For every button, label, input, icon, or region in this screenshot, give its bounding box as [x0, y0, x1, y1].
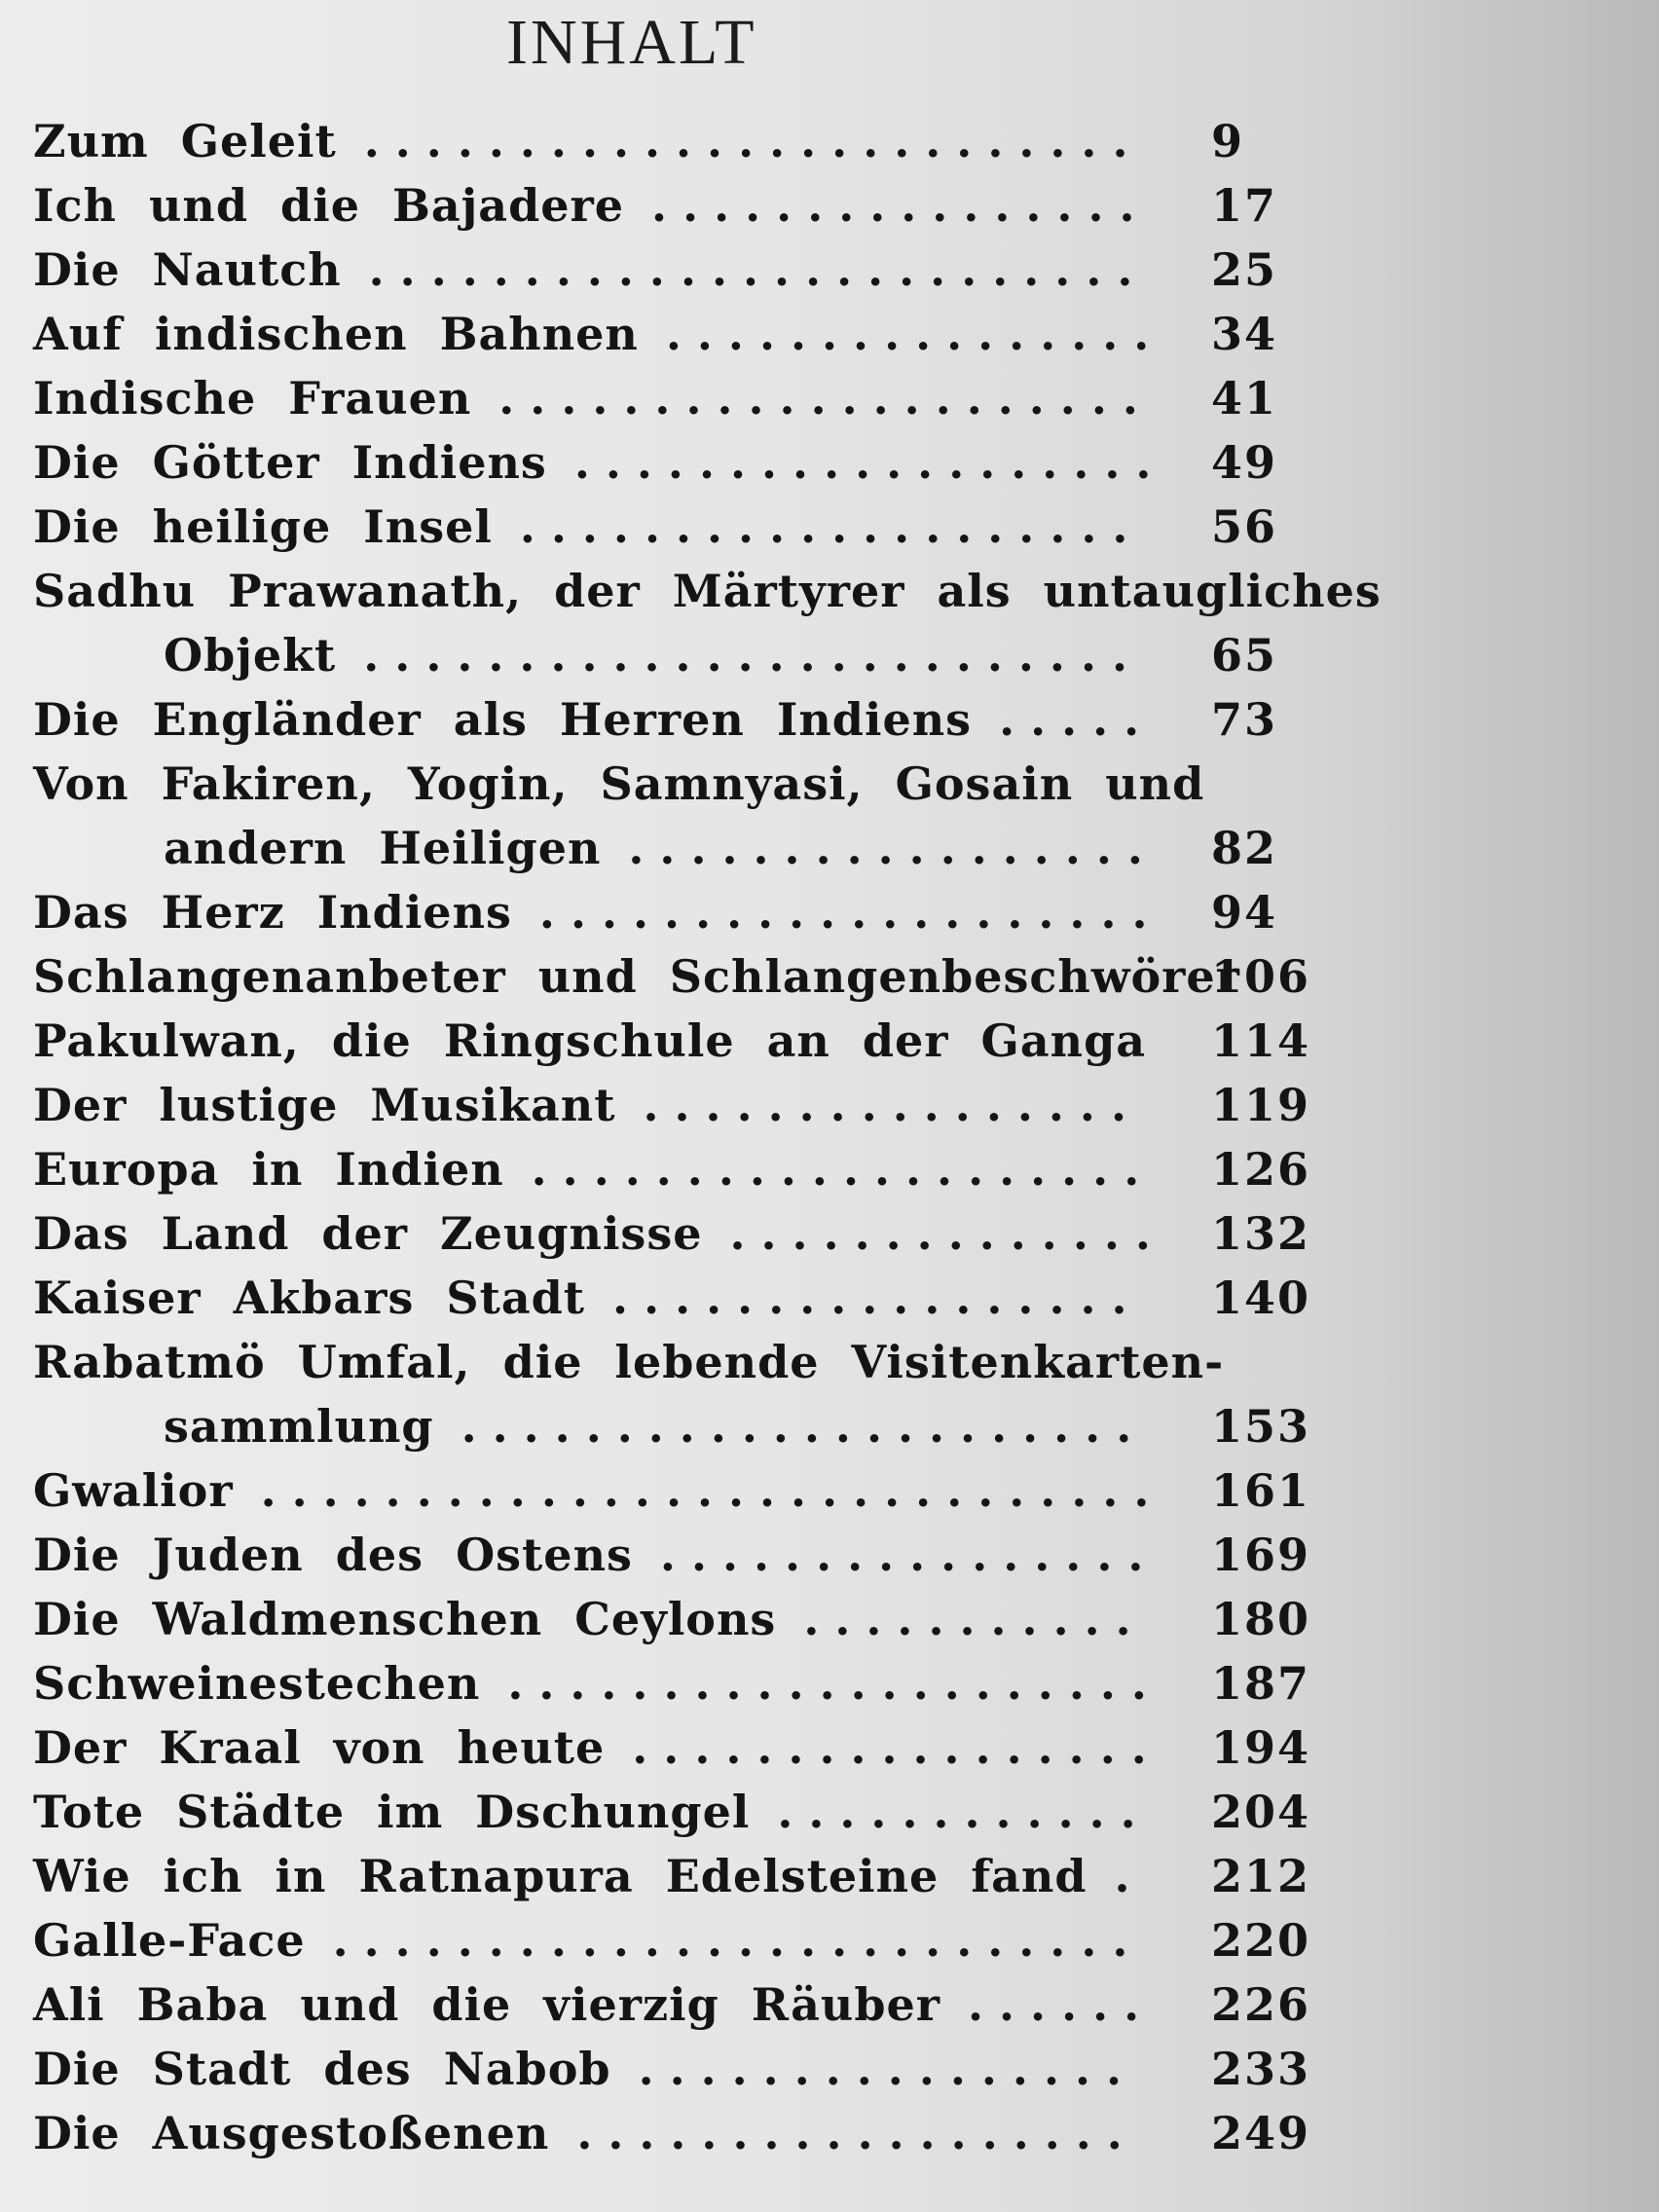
leader-dots: . . . . . . . . . . . . . . . . . . . . . . . . .: [363, 115, 1128, 167]
toc-entry: [33, 302, 1309, 366]
toc-entry: [33, 1908, 1309, 1972]
toc-page-number: 114: [1211, 1014, 1311, 1067]
toc-page-number: 161: [1211, 1464, 1311, 1517]
toc-entry: [33, 495, 1309, 559]
toc-page-number: 126: [1211, 1143, 1311, 1196]
leader-dots: . . . . . . . . . . . . . . . . . . . .: [519, 500, 1128, 553]
toc-page-number: 49: [1211, 436, 1278, 489]
leader-dots: . . . . . . . . . . . . . . . . . . . . . . . . . . . . .: [260, 1464, 1150, 1517]
toc-entry: [33, 2101, 1309, 2165]
leader-dots: . . . . . . . . . . . . . . . . .: [632, 1721, 1147, 1774]
toc-page-number: 132: [1211, 1207, 1311, 1260]
leader-dots: . . . . . . . . . . . . . . . . . . . . . . . . .: [368, 243, 1133, 296]
toc-entry-title-continued: andern Heiligen: [164, 822, 602, 874]
toc-entry-title: Die Nautch: [33, 243, 342, 296]
leader-dots: . . . . . . . . . . . . . . . . . . . . .: [498, 372, 1138, 424]
leader-dots: . . . . . . . . . . . .: [777, 1786, 1136, 1838]
toc-entry: [33, 752, 1309, 880]
toc-entry-title: Das Land der Zeugnisse: [33, 1207, 703, 1260]
leader-dots: . . . . . . . . . . . . . . . .: [665, 308, 1150, 360]
toc-entry-title: Schlangenanbeter und Schlangenbeschwörer: [33, 950, 1240, 1003]
toc-entry-title: Das Herz Indiens: [33, 886, 512, 939]
table-of-contents: [33, 109, 1382, 2165]
leader-dots: . . . . . . . . . . . . . . . .: [638, 2043, 1123, 2095]
toc-entry: [33, 109, 1309, 173]
toc-entry-title: Rabatmö Umfal, die lebende Visitenkarten-: [33, 1336, 1225, 1388]
toc-page-number: 153: [1211, 1400, 1311, 1453]
toc-page-number: 94: [1211, 886, 1278, 939]
toc-entry-title: Galle-Face: [33, 1914, 306, 1967]
toc-page-number: 34: [1211, 308, 1278, 360]
leader-dots: . . . . . . . . . . . . . . . . . .: [576, 2107, 1123, 2159]
leader-dots: . . . . . . . . . . . . . . . .: [651, 179, 1135, 232]
toc-page-number: 82: [1211, 822, 1278, 874]
toc-entry: [33, 1651, 1309, 1715]
leader-dots: . . . . . . . . . . . . . .: [729, 1207, 1151, 1260]
leader-dots: . . . . . . . . . . .: [803, 1593, 1131, 1645]
toc-entry: [33, 238, 1309, 302]
toc-entry-title: Die Stadt des Nabob: [33, 2043, 611, 2095]
toc-entry: [33, 1201, 1309, 1266]
toc-entry-title: Der lustige Musikant: [33, 1079, 616, 1131]
toc-entry: [33, 1715, 1309, 1780]
toc-entry-title: Ich und die Bajadere: [33, 179, 625, 232]
toc-page-number: 226: [1211, 1978, 1311, 2031]
toc-entry: [33, 1458, 1309, 1523]
toc-page-number: 204: [1211, 1786, 1311, 1838]
toc-entry: [33, 1073, 1309, 1137]
toc-entry-title: Die Juden des Ostens: [33, 1529, 633, 1581]
leader-dots: . . . . . . . . . . . . . . . . .: [628, 822, 1143, 874]
leader-dots: . . . . .: [999, 693, 1140, 746]
toc-entry-title: Der Kraal von heute: [33, 1721, 606, 1774]
toc-entry-title-continued: sammlung: [164, 1400, 434, 1453]
toc-page-number: 25: [1211, 243, 1278, 296]
toc-page-number: 9: [1211, 115, 1245, 167]
toc-entry: [33, 1009, 1309, 1073]
toc-entry-title: Die Götter Indiens: [33, 436, 547, 489]
toc-entry: [33, 559, 1382, 687]
toc-entry: [33, 880, 1309, 944]
toc-page-number: 17: [1211, 179, 1278, 232]
toc-page-number: 41: [1211, 372, 1278, 424]
toc-page-number: 119: [1211, 1079, 1311, 1131]
toc-page-number: 106: [1211, 950, 1311, 1003]
toc-entry: [33, 366, 1309, 430]
toc-entry: [33, 1844, 1309, 1908]
toc-page-number: 56: [1211, 500, 1278, 553]
toc-entry-title: Gwalior: [33, 1464, 234, 1517]
leader-dots: . . . . . . . . . . . . . . . .: [643, 1079, 1126, 1131]
toc-page-number: 169: [1211, 1529, 1311, 1581]
toc-entry-title: Die Ausgestoßenen: [33, 2107, 550, 2159]
toc-entry-title: Die Engländer als Herren Indiens: [33, 693, 973, 746]
toc-entry: [33, 1972, 1309, 2037]
leader-dots: . . . . . . . . . . . . . . . . . . . . . . . . .: [363, 629, 1127, 682]
toc-entry-title: Kaiser Akbars Stadt: [33, 1272, 586, 1324]
toc-entry-title: Zum Geleit: [33, 115, 337, 167]
leader-dots: . . . . . . . . . . . . . . . . .: [612, 1272, 1127, 1324]
toc-page-number: 65: [1211, 629, 1278, 682]
leader-dots: . . . . . . . . . . . . . . . . . . . . . . . . . .: [332, 1914, 1128, 1967]
toc-entry: [33, 2037, 1309, 2101]
toc-entry-title: Indische Frauen: [33, 372, 472, 424]
toc-entry: [33, 173, 1309, 238]
page-title: INHALT: [506, 7, 757, 78]
toc-entry: [33, 430, 1309, 495]
toc-entry-title: Wie ich in Ratnapura Edelsteine fand: [33, 1850, 1088, 1902]
toc-entry-title: Die heilige Insel: [33, 500, 493, 553]
toc-entry-title: Die Waldmenschen Ceylons: [33, 1593, 777, 1645]
toc-page-number: 233: [1211, 2043, 1311, 2095]
toc-entry-title: Sadhu Prawanath, der Märtyrer als untaugliches: [33, 565, 1382, 617]
toc-entry: [33, 1330, 1309, 1458]
toc-entry: [33, 687, 1309, 752]
toc-page-number: 187: [1211, 1657, 1311, 1710]
toc-entry-title: Ali Baba und die vierzig Räuber: [33, 1978, 940, 2031]
toc-page-number: 220: [1211, 1914, 1311, 1967]
toc-page-number: 140: [1211, 1272, 1311, 1324]
toc-entry: [33, 1137, 1309, 1201]
toc-entry: [33, 1587, 1309, 1651]
toc-entry-title: Tote Städte im Dschungel: [33, 1786, 751, 1838]
toc-entry: [33, 1266, 1309, 1330]
toc-entry-title: Europa in Indien: [33, 1143, 504, 1196]
toc-entry: [33, 1523, 1309, 1587]
toc-entry-title: Auf indischen Bahnen: [33, 308, 639, 360]
toc-entry-title: Von Fakiren, Yogin, Samnyasi, Gosain und: [33, 757, 1205, 810]
leader-dots: .: [1114, 1850, 1130, 1902]
leader-dots: . . . . . . . . . . . . . . . . . . . .: [531, 1143, 1140, 1196]
leader-dots: . . . . . . . . . . . . . . . . . . . . . .: [461, 1400, 1132, 1453]
leader-dots: . . . . . .: [968, 1978, 1140, 2031]
toc-page-number: 194: [1211, 1721, 1311, 1774]
leader-dots: . . . . . . . . . . . . . . . . . . . . .: [507, 1657, 1147, 1710]
toc-entry-title: Schweinestechen: [33, 1657, 481, 1710]
toc-entry: [33, 944, 1309, 1009]
leader-dots: . . . . . . . . . . . . . . . . . . . .: [538, 886, 1148, 939]
toc-page-number: 249: [1211, 2107, 1311, 2159]
leader-dots: . . . . . . . . . . . . . . . . . . .: [573, 436, 1152, 489]
toc-page-number: 73: [1211, 693, 1278, 746]
toc-entry: [33, 1780, 1309, 1844]
toc-entry-title: Pakulwan, die Ringschule an der Ganga: [33, 1014, 1147, 1067]
toc-page-number: 180: [1211, 1593, 1311, 1645]
leader-dots: . . . . . . . . . . . . . . . .: [659, 1529, 1144, 1581]
toc-page-number: 212: [1211, 1850, 1311, 1902]
toc-entry-title-continued: Objekt: [164, 629, 337, 682]
